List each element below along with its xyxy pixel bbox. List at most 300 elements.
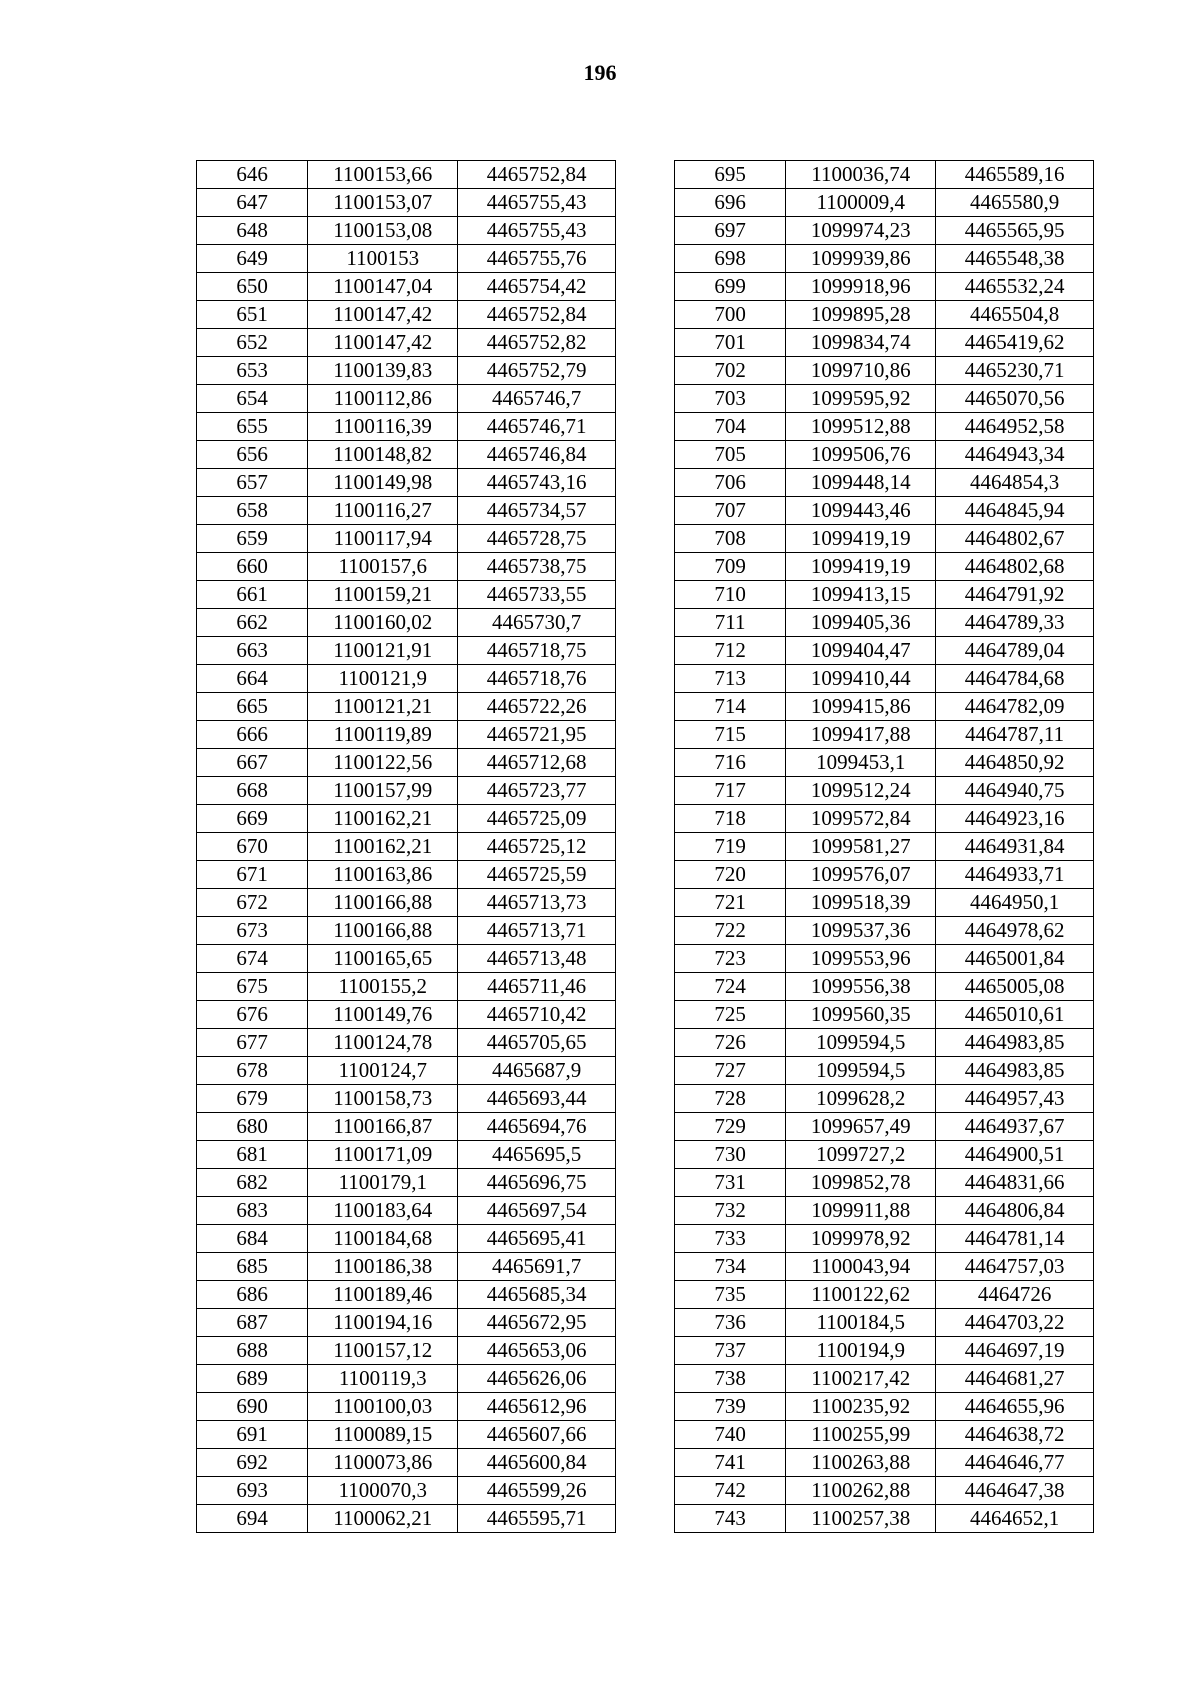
y-coordinate-cell: 4465743,16	[458, 469, 616, 497]
page-number: 196	[583, 60, 617, 85]
y-coordinate-cell: 4464937,67	[936, 1113, 1094, 1141]
y-coordinate-cell: 4464845,94	[936, 497, 1094, 525]
point-number-cell: 709	[675, 553, 786, 581]
table-row	[675, 273, 1094, 301]
y-coordinate-cell: 4465612,96	[458, 1393, 616, 1421]
table-row	[675, 357, 1094, 385]
table-row	[675, 1057, 1094, 1085]
table-row	[197, 1393, 616, 1421]
y-coordinate-cell: 4464957,43	[936, 1085, 1094, 1113]
table-row	[197, 1365, 616, 1393]
y-coordinate-cell: 4464943,34	[936, 441, 1094, 469]
point-number-cell: 680	[197, 1113, 308, 1141]
x-coordinate-cell: 1100149,76	[308, 1001, 458, 1029]
y-coordinate-cell: 4464933,71	[936, 861, 1094, 889]
table-row	[197, 1337, 616, 1365]
y-coordinate-cell: 4465696,75	[458, 1169, 616, 1197]
table-row	[197, 609, 616, 637]
point-number-cell: 719	[675, 833, 786, 861]
y-coordinate-cell: 4464697,19	[936, 1337, 1094, 1365]
y-coordinate-cell: 4464931,84	[936, 833, 1094, 861]
table-row	[675, 1253, 1094, 1281]
y-coordinate-cell: 4465010,61	[936, 1001, 1094, 1029]
point-number-cell: 706	[675, 469, 786, 497]
y-coordinate-cell: 4465725,12	[458, 833, 616, 861]
y-coordinate-cell: 4465746,71	[458, 413, 616, 441]
x-coordinate-cell: 1099537,36	[786, 917, 936, 945]
point-number-cell: 647	[197, 189, 308, 217]
point-number-cell: 683	[197, 1197, 308, 1225]
point-number-cell: 729	[675, 1113, 786, 1141]
x-coordinate-cell: 1099572,84	[786, 805, 936, 833]
point-number-cell: 652	[197, 329, 308, 357]
x-coordinate-cell: 1100257,38	[786, 1505, 936, 1533]
table-row	[197, 777, 616, 805]
x-coordinate-cell: 1100184,68	[308, 1225, 458, 1253]
table-row	[197, 357, 616, 385]
point-number-cell: 698	[675, 245, 786, 273]
table-row	[675, 805, 1094, 833]
point-number-cell: 736	[675, 1309, 786, 1337]
point-number-cell: 732	[675, 1197, 786, 1225]
x-coordinate-cell: 1100217,42	[786, 1365, 936, 1393]
table-row	[197, 301, 616, 329]
x-coordinate-cell: 1100263,88	[786, 1449, 936, 1477]
x-coordinate-cell: 1100194,9	[786, 1337, 936, 1365]
x-coordinate-cell: 1100119,3	[308, 1365, 458, 1393]
table-row	[197, 1449, 616, 1477]
x-coordinate-cell: 1100147,42	[308, 329, 458, 357]
y-coordinate-cell: 4464726	[936, 1281, 1094, 1309]
point-number-cell: 712	[675, 637, 786, 665]
point-number-cell: 681	[197, 1141, 308, 1169]
point-number-cell: 661	[197, 581, 308, 609]
y-coordinate-cell: 4464655,96	[936, 1393, 1094, 1421]
table-row	[197, 469, 616, 497]
table-row	[197, 1309, 616, 1337]
point-number-cell: 662	[197, 609, 308, 637]
table-row	[197, 525, 616, 553]
point-number-cell: 671	[197, 861, 308, 889]
table-row	[197, 553, 616, 581]
table-row	[197, 1001, 616, 1029]
x-coordinate-cell: 1100124,7	[308, 1057, 458, 1085]
point-number-cell: 654	[197, 385, 308, 413]
point-number-cell: 727	[675, 1057, 786, 1085]
table-row	[675, 525, 1094, 553]
table-row	[675, 1477, 1094, 1505]
table-row	[675, 1085, 1094, 1113]
y-coordinate-cell: 4464646,77	[936, 1449, 1094, 1477]
point-number-cell: 658	[197, 497, 308, 525]
table-row	[197, 637, 616, 665]
x-coordinate-cell: 1100116,39	[308, 413, 458, 441]
y-coordinate-cell: 4464952,58	[936, 413, 1094, 441]
x-coordinate-cell: 1099419,19	[786, 553, 936, 581]
x-coordinate-cell: 1100157,12	[308, 1337, 458, 1365]
y-coordinate-cell: 4465755,43	[458, 189, 616, 217]
y-coordinate-cell: 4465730,7	[458, 609, 616, 637]
x-coordinate-cell: 1099443,46	[786, 497, 936, 525]
x-coordinate-cell: 1100147,04	[308, 273, 458, 301]
y-coordinate-cell: 4464652,1	[936, 1505, 1094, 1533]
y-coordinate-cell: 4465725,09	[458, 805, 616, 833]
x-coordinate-cell: 1099410,44	[786, 665, 936, 693]
x-coordinate-cell: 1099852,78	[786, 1169, 936, 1197]
table-row	[675, 917, 1094, 945]
y-coordinate-cell: 4464983,85	[936, 1057, 1094, 1085]
x-coordinate-cell: 1100139,83	[308, 357, 458, 385]
table-row	[197, 1281, 616, 1309]
point-number-cell: 668	[197, 777, 308, 805]
x-coordinate-cell: 1099453,1	[786, 749, 936, 777]
point-number-cell: 724	[675, 973, 786, 1001]
table-row	[675, 665, 1094, 693]
y-coordinate-cell: 4465599,26	[458, 1477, 616, 1505]
y-coordinate-cell: 4465230,71	[936, 357, 1094, 385]
point-number-cell: 714	[675, 693, 786, 721]
point-number-cell: 669	[197, 805, 308, 833]
table-row	[675, 1001, 1094, 1029]
y-coordinate-cell: 4464854,3	[936, 469, 1094, 497]
table-row	[675, 721, 1094, 749]
x-coordinate-cell: 1100162,21	[308, 805, 458, 833]
x-coordinate-cell: 1100159,21	[308, 581, 458, 609]
table-row	[675, 1141, 1094, 1169]
table-row	[197, 329, 616, 357]
x-coordinate-cell: 1100117,94	[308, 525, 458, 553]
y-coordinate-cell: 4464923,16	[936, 805, 1094, 833]
table-row	[197, 1477, 616, 1505]
x-coordinate-cell: 1099939,86	[786, 245, 936, 273]
point-number-cell: 739	[675, 1393, 786, 1421]
point-number-cell: 722	[675, 917, 786, 945]
table-row	[197, 1421, 616, 1449]
point-number-cell: 696	[675, 189, 786, 217]
table-row	[675, 553, 1094, 581]
table-row	[197, 273, 616, 301]
y-coordinate-cell: 4464681,27	[936, 1365, 1094, 1393]
y-coordinate-cell: 4465713,48	[458, 945, 616, 973]
y-coordinate-cell: 4465693,44	[458, 1085, 616, 1113]
y-coordinate-cell: 4465754,42	[458, 273, 616, 301]
point-number-cell: 703	[675, 385, 786, 413]
y-coordinate-cell: 4465595,71	[458, 1505, 616, 1533]
x-coordinate-cell: 1100116,27	[308, 497, 458, 525]
y-coordinate-cell: 4465687,9	[458, 1057, 616, 1085]
point-number-cell: 667	[197, 749, 308, 777]
x-coordinate-cell: 1100157,99	[308, 777, 458, 805]
x-coordinate-cell: 1100194,16	[308, 1309, 458, 1337]
x-coordinate-cell: 1100121,9	[308, 665, 458, 693]
y-coordinate-cell: 4465691,7	[458, 1253, 616, 1281]
x-coordinate-cell: 1099911,88	[786, 1197, 936, 1225]
table-row	[675, 833, 1094, 861]
x-coordinate-cell: 1099413,15	[786, 581, 936, 609]
table-row	[675, 973, 1094, 1001]
x-coordinate-cell: 1099512,88	[786, 413, 936, 441]
y-coordinate-cell: 4465672,95	[458, 1309, 616, 1337]
point-number-cell: 740	[675, 1421, 786, 1449]
y-coordinate-cell: 4465532,24	[936, 273, 1094, 301]
y-coordinate-cell: 4465504,8	[936, 301, 1094, 329]
table-row	[675, 385, 1094, 413]
point-number-cell: 725	[675, 1001, 786, 1029]
table-row	[197, 441, 616, 469]
point-number-cell: 720	[675, 861, 786, 889]
table-row	[675, 1225, 1094, 1253]
point-number-cell: 730	[675, 1141, 786, 1169]
point-number-cell: 677	[197, 1029, 308, 1057]
point-number-cell: 728	[675, 1085, 786, 1113]
y-coordinate-cell: 4465548,38	[936, 245, 1094, 273]
y-coordinate-cell: 4464784,68	[936, 665, 1094, 693]
table-row	[197, 1029, 616, 1057]
x-coordinate-cell: 1100183,64	[308, 1197, 458, 1225]
y-coordinate-cell: 4464983,85	[936, 1029, 1094, 1057]
y-coordinate-cell: 4464757,03	[936, 1253, 1094, 1281]
table-row	[197, 385, 616, 413]
table-row	[197, 805, 616, 833]
y-coordinate-cell: 4464703,22	[936, 1309, 1094, 1337]
x-coordinate-cell: 1100009,4	[786, 189, 936, 217]
x-coordinate-cell: 1099556,38	[786, 973, 936, 1001]
x-coordinate-cell: 1100255,99	[786, 1421, 936, 1449]
coordinates-table-right	[674, 160, 1094, 1533]
y-coordinate-cell: 4464802,67	[936, 525, 1094, 553]
y-coordinate-cell: 4464638,72	[936, 1421, 1094, 1449]
y-coordinate-cell: 4465607,66	[458, 1421, 616, 1449]
table-row	[675, 609, 1094, 637]
point-number-cell: 717	[675, 777, 786, 805]
x-coordinate-cell: 1099594,5	[786, 1057, 936, 1085]
x-coordinate-cell: 1099576,07	[786, 861, 936, 889]
y-coordinate-cell: 4465600,84	[458, 1449, 616, 1477]
y-coordinate-cell: 4465718,76	[458, 665, 616, 693]
point-number-cell: 684	[197, 1225, 308, 1253]
point-number-cell: 704	[675, 413, 786, 441]
y-coordinate-cell: 4464950,1	[936, 889, 1094, 917]
point-number-cell: 734	[675, 1253, 786, 1281]
table-row	[675, 1449, 1094, 1477]
table-row	[675, 441, 1094, 469]
point-number-cell: 679	[197, 1085, 308, 1113]
point-number-cell: 660	[197, 553, 308, 581]
table-row	[675, 1029, 1094, 1057]
y-coordinate-cell: 4465725,59	[458, 861, 616, 889]
y-coordinate-cell: 4464978,62	[936, 917, 1094, 945]
y-coordinate-cell: 4464806,84	[936, 1197, 1094, 1225]
table-row	[197, 1113, 616, 1141]
x-coordinate-cell: 1099595,92	[786, 385, 936, 413]
y-coordinate-cell: 4465722,26	[458, 693, 616, 721]
point-number-cell: 674	[197, 945, 308, 973]
point-number-cell: 687	[197, 1309, 308, 1337]
y-coordinate-cell: 4464647,38	[936, 1477, 1094, 1505]
point-number-cell: 666	[197, 721, 308, 749]
x-coordinate-cell: 1100062,21	[308, 1505, 458, 1533]
y-coordinate-cell: 4465711,46	[458, 973, 616, 1001]
coordinates-table-left	[196, 160, 616, 1533]
point-number-cell: 659	[197, 525, 308, 553]
point-number-cell: 702	[675, 357, 786, 385]
point-number-cell: 731	[675, 1169, 786, 1197]
point-number-cell: 701	[675, 329, 786, 357]
y-coordinate-cell: 4465653,06	[458, 1337, 616, 1365]
point-number-cell: 649	[197, 245, 308, 273]
table-row	[675, 217, 1094, 245]
point-number-cell: 653	[197, 357, 308, 385]
point-number-cell: 742	[675, 1477, 786, 1505]
table-row	[675, 945, 1094, 973]
point-number-cell: 688	[197, 1337, 308, 1365]
y-coordinate-cell: 4464781,14	[936, 1225, 1094, 1253]
point-number-cell: 726	[675, 1029, 786, 1057]
x-coordinate-cell: 1099512,24	[786, 777, 936, 805]
y-coordinate-cell: 4464831,66	[936, 1169, 1094, 1197]
table-row	[675, 1421, 1094, 1449]
x-coordinate-cell: 1100166,87	[308, 1113, 458, 1141]
y-coordinate-cell: 4464850,92	[936, 749, 1094, 777]
y-coordinate-cell: 4465694,76	[458, 1113, 616, 1141]
point-number-cell: 700	[675, 301, 786, 329]
point-number-cell: 664	[197, 665, 308, 693]
table-row	[675, 245, 1094, 273]
x-coordinate-cell: 1100070,3	[308, 1477, 458, 1505]
y-coordinate-cell: 4465001,84	[936, 945, 1094, 973]
point-number-cell: 713	[675, 665, 786, 693]
point-number-cell: 663	[197, 637, 308, 665]
x-coordinate-cell: 1099628,2	[786, 1085, 936, 1113]
point-number-cell: 672	[197, 889, 308, 917]
y-coordinate-cell: 4465710,42	[458, 1001, 616, 1029]
point-number-cell: 705	[675, 441, 786, 469]
y-coordinate-cell: 4465695,41	[458, 1225, 616, 1253]
point-number-cell: 693	[197, 1477, 308, 1505]
table-row	[675, 1169, 1094, 1197]
table-row	[675, 301, 1094, 329]
point-number-cell: 657	[197, 469, 308, 497]
y-coordinate-cell: 4465755,76	[458, 245, 616, 273]
y-coordinate-cell: 4465723,77	[458, 777, 616, 805]
x-coordinate-cell: 1100121,91	[308, 637, 458, 665]
table-row	[675, 861, 1094, 889]
table-row	[675, 1505, 1094, 1533]
point-number-cell: 675	[197, 973, 308, 1001]
x-coordinate-cell: 1099918,96	[786, 273, 936, 301]
point-number-cell: 743	[675, 1505, 786, 1533]
point-number-cell: 682	[197, 1169, 308, 1197]
y-coordinate-cell: 4465589,16	[936, 161, 1094, 189]
table-row	[197, 749, 616, 777]
table-row	[675, 1393, 1094, 1421]
point-number-cell: 656	[197, 441, 308, 469]
table-row	[675, 693, 1094, 721]
table-row	[675, 1337, 1094, 1365]
x-coordinate-cell: 1099581,27	[786, 833, 936, 861]
point-number-cell: 686	[197, 1281, 308, 1309]
y-coordinate-cell: 4465626,06	[458, 1365, 616, 1393]
point-number-cell: 737	[675, 1337, 786, 1365]
x-coordinate-cell: 1100153	[308, 245, 458, 273]
point-number-cell: 697	[675, 217, 786, 245]
x-coordinate-cell: 1099560,35	[786, 1001, 936, 1029]
x-coordinate-cell: 1100119,89	[308, 721, 458, 749]
point-number-cell: 673	[197, 917, 308, 945]
table-row	[675, 1113, 1094, 1141]
y-coordinate-cell: 4465713,71	[458, 917, 616, 945]
table-row	[197, 721, 616, 749]
x-coordinate-cell: 1100157,6	[308, 553, 458, 581]
point-number-cell: 708	[675, 525, 786, 553]
y-coordinate-cell: 4464900,51	[936, 1141, 1094, 1169]
x-coordinate-cell: 1099404,47	[786, 637, 936, 665]
y-coordinate-cell: 4465697,54	[458, 1197, 616, 1225]
table-row	[197, 161, 616, 189]
y-coordinate-cell: 4465738,75	[458, 553, 616, 581]
point-number-cell: 670	[197, 833, 308, 861]
point-number-cell: 685	[197, 1253, 308, 1281]
table-row	[197, 1505, 616, 1533]
x-coordinate-cell: 1099506,76	[786, 441, 936, 469]
point-number-cell: 655	[197, 413, 308, 441]
table-row	[197, 1225, 616, 1253]
x-coordinate-cell: 1100189,46	[308, 1281, 458, 1309]
y-coordinate-cell: 4465733,55	[458, 581, 616, 609]
point-number-cell: 689	[197, 1365, 308, 1393]
x-coordinate-cell: 1100155,2	[308, 973, 458, 1001]
table-row	[675, 469, 1094, 497]
x-coordinate-cell: 1100166,88	[308, 917, 458, 945]
table-row	[675, 749, 1094, 777]
x-coordinate-cell: 1099415,86	[786, 693, 936, 721]
x-coordinate-cell: 1099553,96	[786, 945, 936, 973]
y-coordinate-cell: 4464787,11	[936, 721, 1094, 749]
table-row	[197, 189, 616, 217]
table-row	[197, 413, 616, 441]
point-number-cell: 711	[675, 609, 786, 637]
point-number-cell: 723	[675, 945, 786, 973]
x-coordinate-cell: 1099518,39	[786, 889, 936, 917]
y-coordinate-cell: 4464940,75	[936, 777, 1094, 805]
point-number-cell: 718	[675, 805, 786, 833]
table-row	[675, 329, 1094, 357]
y-coordinate-cell: 4465752,79	[458, 357, 616, 385]
x-coordinate-cell: 1100121,21	[308, 693, 458, 721]
table-row	[197, 973, 616, 1001]
y-coordinate-cell: 4465705,65	[458, 1029, 616, 1057]
x-coordinate-cell: 1100147,42	[308, 301, 458, 329]
x-coordinate-cell: 1100036,74	[786, 161, 936, 189]
x-coordinate-cell: 1099405,36	[786, 609, 936, 637]
x-coordinate-cell: 1100160,02	[308, 609, 458, 637]
x-coordinate-cell: 1099978,92	[786, 1225, 936, 1253]
table-row	[197, 1197, 616, 1225]
x-coordinate-cell: 1099448,14	[786, 469, 936, 497]
y-coordinate-cell: 4465746,7	[458, 385, 616, 413]
point-number-cell: 694	[197, 1505, 308, 1533]
point-number-cell: 733	[675, 1225, 786, 1253]
point-number-cell: 650	[197, 273, 308, 301]
table-row	[675, 497, 1094, 525]
point-number-cell: 699	[675, 273, 786, 301]
y-coordinate-cell: 4465752,84	[458, 161, 616, 189]
y-coordinate-cell: 4465695,5	[458, 1141, 616, 1169]
x-coordinate-cell: 1099419,19	[786, 525, 936, 553]
point-number-cell: 691	[197, 1421, 308, 1449]
y-coordinate-cell: 4464791,92	[936, 581, 1094, 609]
table-row	[675, 1365, 1094, 1393]
